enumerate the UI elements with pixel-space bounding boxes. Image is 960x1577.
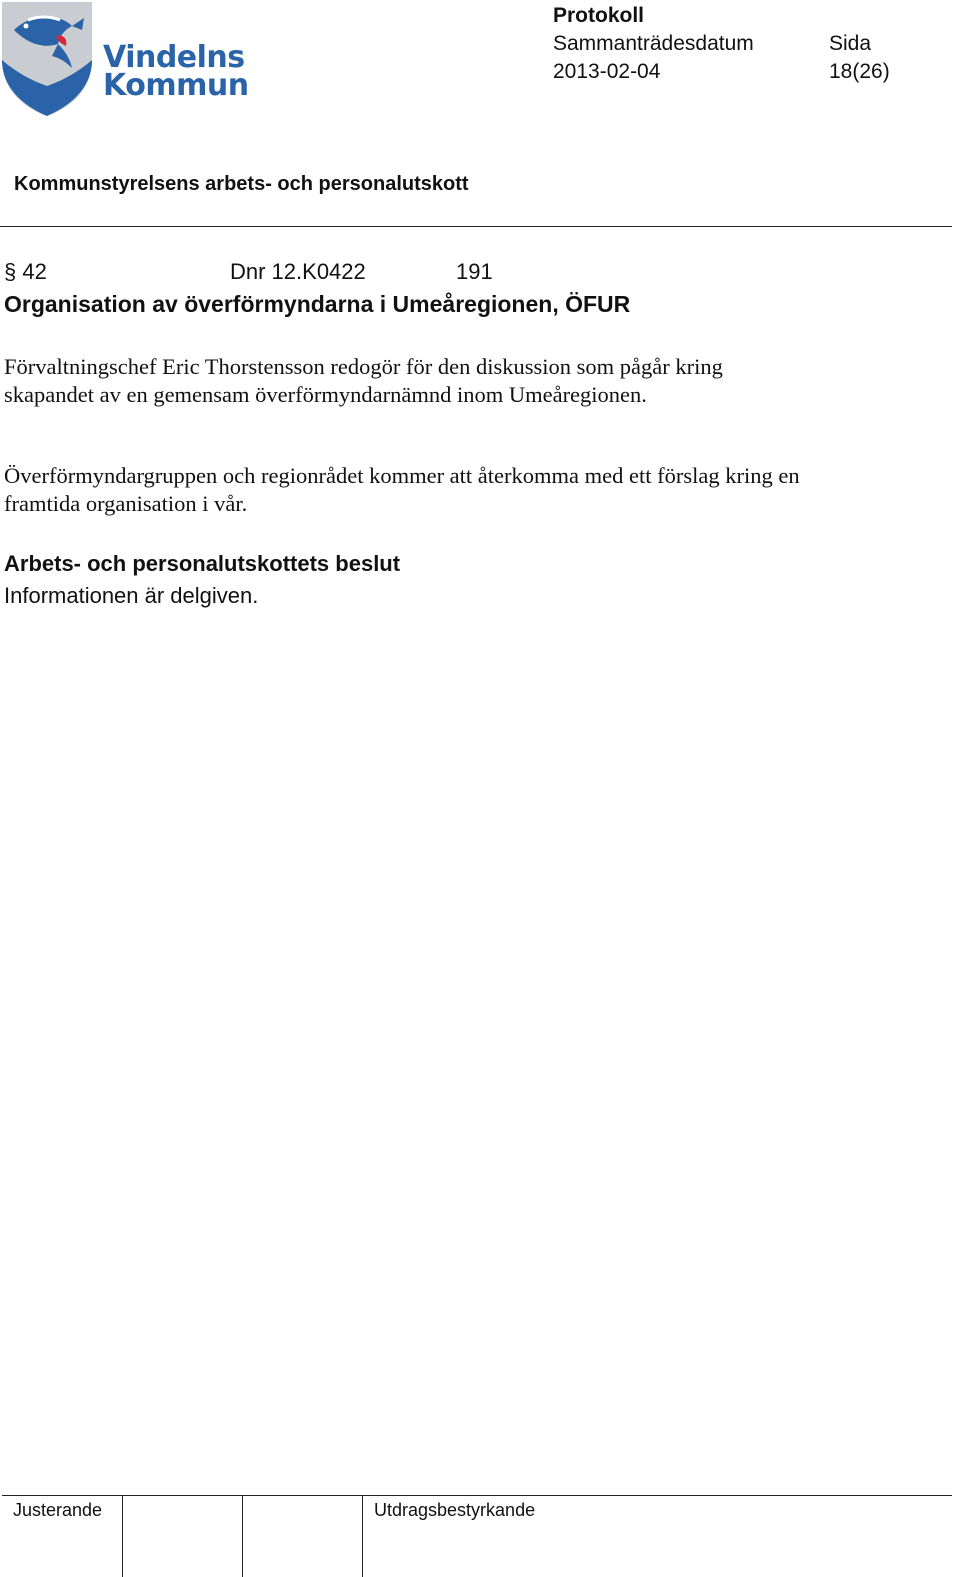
- decision-heading: Arbets- och personalutskottets beslut: [4, 551, 401, 576]
- municipality-logo: [0, 0, 250, 118]
- page-label: Sida: [829, 32, 872, 55]
- body-paragraph-1: Förvaltningschef Eric Thorstensson redogör för den diskussion som pågår kring skapandet av en gemensam överförmyndarnämnd inom Umeåregionen.: [4, 354, 723, 407]
- signature-box-3: [243, 1496, 363, 1577]
- logo-line-2: Kommun: [103, 68, 249, 103]
- header-divider: [0, 226, 952, 227]
- utdragsbestyrkande-label: Utdragsbestyrkande: [374, 1500, 536, 1520]
- logo-line-1: Vindelns: [103, 40, 245, 75]
- decision-text: Informationen är delgiven.: [4, 583, 259, 608]
- signature-footer: [2, 1495, 952, 1577]
- fish-shield-logo-icon: [0, 0, 100, 118]
- logo-wordmark: [103, 40, 249, 103]
- meeting-date-value: 2013-02-04: [553, 60, 661, 83]
- justerande-label: Justerande: [13, 1500, 103, 1520]
- document-type: Protokoll: [553, 4, 645, 27]
- page-number: 18(26): [829, 60, 890, 83]
- item-title: Organisation av överförmyndarna i Umeåregionen, ÖFUR: [4, 291, 631, 317]
- paragraph-number: § 42: [4, 259, 47, 284]
- body-paragraph-2: Överförmyndargruppen och regionrådet kommer att återkomma med ett förslag kring en framtida organisation i vår.: [4, 463, 800, 516]
- meeting-date-label: Sammanträdesdatum: [553, 32, 754, 55]
- diary-number: Dnr 12.K0422: [230, 259, 366, 284]
- signature-box-2: [123, 1496, 243, 1577]
- archive-code: 191: [456, 259, 493, 284]
- committee-name: Kommunstyrelsens arbets- och personalutskott: [14, 173, 469, 195]
